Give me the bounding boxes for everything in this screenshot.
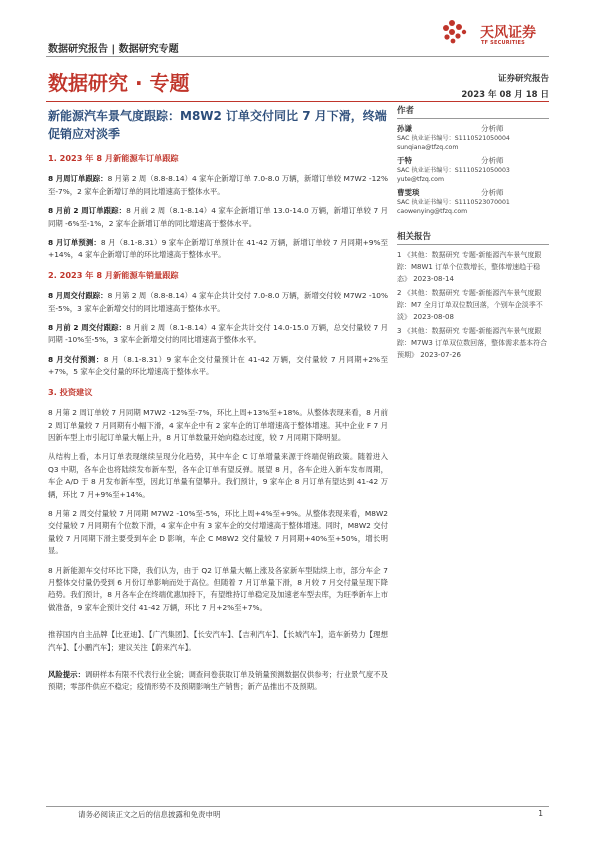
recommendation: 推荐国内自主品牌【比亚迪】、【广汽集团】、【长安汽车】、【吉利汽车】、【长城汽车】，造车新势力【理想汽车】、【小鹏汽车】；建议关注【蔚来汽车】。: [48, 630, 388, 652]
paragraph-label: 8 月周交付跟踪：: [48, 291, 108, 301]
report-type: 证券研究报告: [497, 74, 549, 84]
breadcrumb: 数据研究报告 | 数据研究专题: [48, 44, 179, 55]
sidebar-divider: [397, 244, 549, 245]
paragraph-label: 8 月交付预测：: [48, 354, 104, 364]
header-divider: [46, 56, 549, 57]
paragraph-text: 8 月第 2 周（8.8-8.14）4 家车企新增订单 7.0-8.0 万辆，新增订单较 M7W2 -12%至-7%，2 家车企新增订单的同比增速高于整体水平。: [48, 174, 389, 196]
sidebar: [397, 104, 549, 363]
section-order-tracking: [48, 152, 388, 262]
related-report-item[interactable]: 3 《其他：数据研究 专题-新能源汽车景气度跟踪：M7W3 订单双位数回落，整体需求基本符合预期》 2023-07-26: [397, 327, 548, 359]
author-email[interactable]: sunqiana@tfzq.com: [397, 144, 459, 151]
title-divider: [46, 101, 549, 102]
authors-heading: 作者: [397, 106, 415, 116]
paragraph-label: 8 月周订单跟踪：: [48, 174, 108, 184]
paragraph-text: 8 月前 2 周（8.1-8.14）4 家车企新增订单 13.0-14.0 万辆，新增订单较 7 月同期 -6%至-1%，2 家车企新增订单的同比增速高于整体水平。: [48, 206, 388, 228]
author-name: 孙谦: [397, 124, 412, 133]
section-title: 数据研究 · 专题: [48, 71, 190, 95]
author-card: [397, 187, 549, 216]
author-card: [397, 123, 549, 152]
author-role: 分析师: [481, 124, 504, 133]
paragraph-text: 8 月第 2 周（8.8-8.14）4 家车企共计交付 7.0-8.0 万辆，新增交付较 M7W2 -10%至-5%，3 家车企新增交付的同比增速高于整体水平。: [48, 291, 389, 313]
author-card: [397, 155, 549, 184]
author-role: 分析师: [481, 156, 504, 165]
logo-subtext: TF SECURITIES: [481, 40, 525, 46]
section-heading: 2. 2023 年 8 月新能源车销量跟踪: [48, 269, 179, 280]
author-cert: SAC 执业证书编号：S1110523070001: [397, 199, 510, 206]
sidebar-divider: [397, 118, 549, 119]
related-report-item[interactable]: 1 《其他：数据研究 专题-新能源汽车景气度跟踪：M8W1 订单个位数增长，整体增速趋于稳态》 2023-08-14: [397, 251, 542, 283]
author-email[interactable]: caowenying@tfzq.com: [397, 208, 468, 215]
main-content: [48, 152, 388, 701]
related-report-item[interactable]: 2 《其他：数据研究 专题-新能源汽车景气度跟踪：M7 全月订单双位数回落，个别车企淡季不淡》 2023-08-08: [397, 289, 543, 321]
report-title: 新能源汽车景气度跟踪：M8W2 订单交付同比 7 月下滑，终端促销应对淡季: [48, 109, 387, 141]
paragraph-label: 8 月前 2 周交付跟踪：: [48, 323, 127, 333]
paragraph: [48, 205, 388, 230]
author-name: 于特: [397, 156, 412, 165]
paragraph: [48, 173, 388, 198]
logo-text: 天风证券: [480, 25, 536, 41]
paragraph-label: 8 月前 2 周订单跟踪：: [48, 206, 127, 216]
paragraph: [48, 354, 388, 379]
paragraph: 8 月第 2 周订单较 7 月同期 M7W2 -12%至-7%，环比上周+13%至+18%。从整体表现来看，8 月前 2 周订单量较 7 月同期有小幅下滑，4 家车企中有 2 家车企的订单增速高于整体增速。其中企业 F 7 月因新车型上市引起订单量大幅上升，8 月订单数量开始向稳态过度，较 7 月同期下降明显。: [48, 408, 388, 442]
risk-warning: [48, 669, 388, 694]
section-heading: 1. 2023 年 8 月新能源车订单跟踪: [48, 153, 179, 163]
author-name: 曹雯琰: [397, 188, 420, 197]
paragraph-text: 8 月（8.1-8.31）9 家车企新增订单预计在 41-42 万辆，新增订单较 7 月同期+9%至+14%，4 家车企新增订单的环比增速高于整体水平。: [48, 238, 388, 260]
paragraph: 从结构上看，本月订单表现继续呈现分化趋势，其中车企 C 订单增量来源于终端促销政策。随着进入 Q3 中期，各车企也将陆续发布新车型，各车企订单有望反弹。展望 8 月，各车企进入新车发布周期，车企 A/D 于 8 月发布新车型，因此订单量有望攀升。我们预计，9 家车企 8 月订单有望达到 41-42 万辆，环比 7 月+9%至+14%。: [48, 452, 388, 499]
author-email[interactable]: yute@tfzq.com: [397, 176, 444, 183]
footer-disclaimer: 请务必阅读正文之后的信息披露和免责申明: [78, 810, 221, 819]
footer-divider: [46, 806, 549, 807]
risk-text: 调研样本有限不代表行业全貌；调查问卷获取订单及销量预测数据仅供参考；行业景气度不及预期；零部件供应不稳定；疫情形势不及预期影响生产销售；新产品推出不及预期。: [48, 670, 388, 692]
author-cert: SAC 执业证书编号：S1110521050003: [397, 167, 510, 174]
paragraph: 8 月新能源车交付环比下降，我们认为，由于 Q2 订单量大幅上涨及各家新车型陆续上市，部分车企 7 月整体交付量仍受到 6 月份订单影响而处于高位。但随着 7 月订单量下滑，8 月较 7 月交付量呈现下降趋势。我们预计，8 月各车企在终端优惠加持下，有望维持订单稳定及加速老车型去库，为旺季新车上市做准备，9 家车企预计交付 41-42 万辆，环比 7 月+2%至+7%。: [48, 565, 388, 612]
section-sales-tracking: [48, 269, 388, 379]
paragraph: [48, 322, 388, 347]
author-cert: SAC 执业证书编号：S1110521050004: [397, 135, 510, 142]
paragraph-text: 8 月（8.1-8.31）9 家车企交付量预计在 41-42 万辆，交付量较 7 月同期+2%至+7%，5 家车企交付量的环比增速高于整体水平。: [48, 354, 388, 377]
paragraph: 8 月第 2 周交付量较 7 月同期 M7W2 -10%至-5%，环比上周+4%至+9%。从整体表现来看，M8W2 交付量较 7 月同期有个位数下滑，4 家车企中有 3 家车企的交付增速高于整体增速。同时，M8W2 交付量较 7 月同期下滑主要受到车企 D 影响，车企 C M8W2 交付量较 7 月同期+40%至+50%，增长明显。: [48, 508, 388, 556]
paragraph-text: 8 月前 2 周（8.1-8.14）4 家车企共计交付 14.0-15.0 万辆，总交付量较 7 月同期 -10%至-5%，3 家车企新增交付的同比增速高于整体水平。: [48, 323, 388, 345]
section-heading: 3. 投资建议: [48, 386, 93, 397]
related-heading: 相关报告: [397, 232, 432, 242]
related-reports: [397, 230, 549, 361]
paragraph: [48, 290, 388, 315]
author-role: 分析师: [481, 188, 504, 197]
paragraph-label: 8 月订单预测：: [48, 238, 101, 248]
paragraph: [48, 237, 388, 262]
section-investment-advice: [48, 386, 388, 615]
page-number: 1: [538, 809, 543, 818]
report-date: 2023 年 08 月 18 日: [461, 90, 549, 100]
risk-label: 风险提示：: [48, 670, 85, 679]
